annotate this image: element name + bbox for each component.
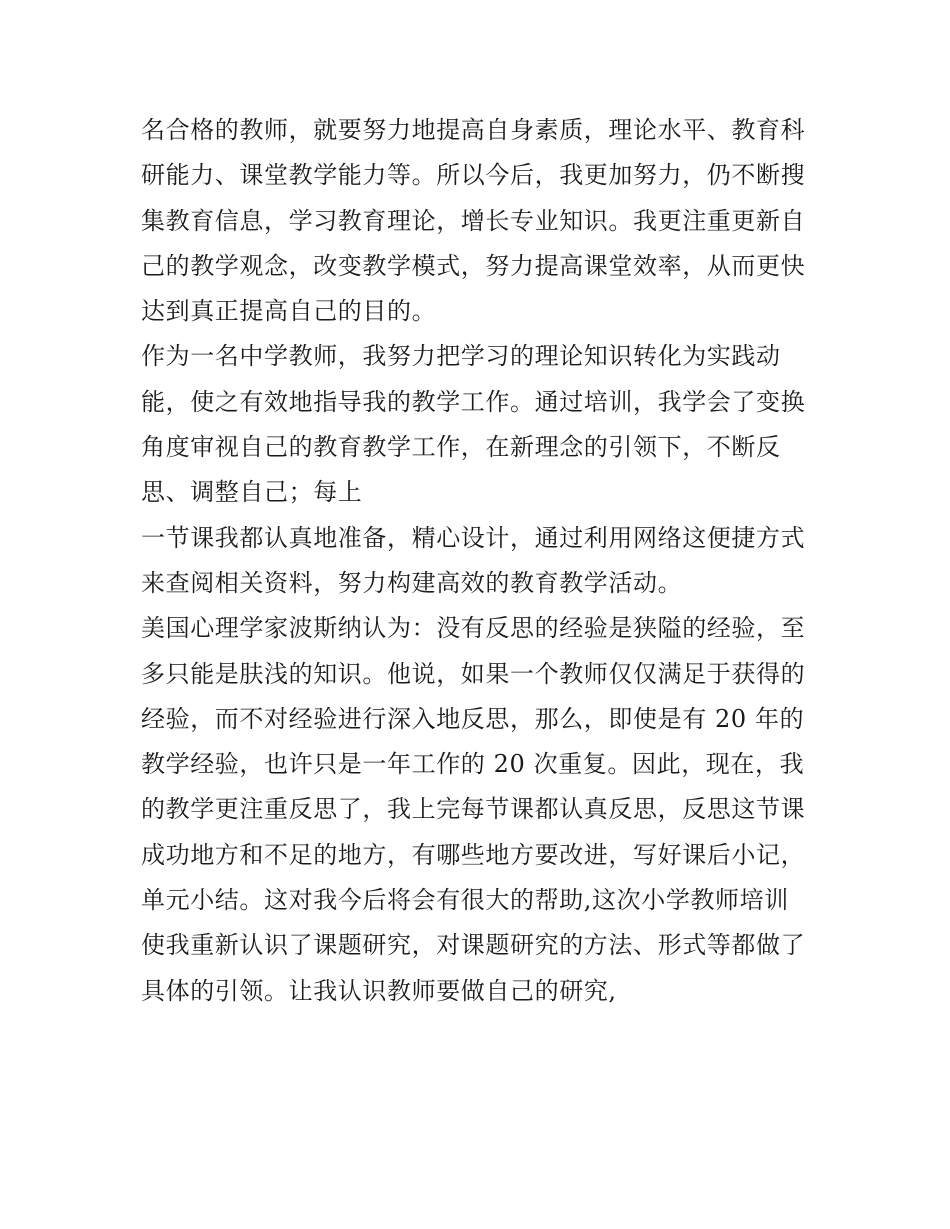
text-line: 达到真正提高自己的目的。 — [141, 297, 437, 326]
body-text — [141, 108, 821, 1014]
text-line: 名合格的教师，就要努力地提高自身素质，理论水平、教育科 — [141, 116, 806, 144]
text-line: 己的教学观念，改变教学模式，努力提高课堂效率，从而更快 — [141, 251, 806, 280]
text-line: 能，使之有效地指导我的教学工作。通过培训，我学会了变换 — [141, 387, 806, 416]
text-line: 具体的引领。让我认识教师要做自己的研究, — [141, 976, 617, 1005]
text-line: 研能力、课堂教学能力等。所以今后，我更加努力，仍不断搜 — [141, 161, 806, 190]
text-line: 多只能是肤浅的知识。他说，如果一个教师仅仅满足于获得的 — [141, 659, 806, 688]
text-line: 来查阅相关资料，努力构建高效的教育教学活动。 — [141, 568, 683, 597]
text-line: 角度审视自己的教育教学工作，在新理念的引领下，不断反 — [141, 433, 781, 462]
text-line: 作为一名中学教师，我努力把学习的理论知识转化为实践动 — [141, 342, 781, 371]
text-line: 思、调整自己；每上 — [141, 478, 363, 507]
text-line: 教学经验，也许只是一年工作的 20 次重复。因此，现在，我 — [141, 750, 805, 779]
text-line: 成功地方和不足的地方，有哪些地方要改进，写好课后小记， — [141, 840, 806, 869]
text-line: 的教学更注重反思了，我上完每节课都认真反思，反思这节课 — [141, 795, 806, 824]
text-line: 单元小结。这对我今后将会有很大的帮助,这次小学教师培训 — [141, 886, 789, 915]
text-line: 美国心理学家波斯纳认为：没有反思的经验是狭隘的经验，至 — [141, 614, 806, 643]
text-line: 使我重新认识了课题研究，对课题研究的方法、形式等都做了 — [141, 931, 806, 960]
text-line: 一节课我都认真地准备，精心设计，通过利用网络这便捷方式 — [141, 523, 806, 552]
text-line: 集教育信息，学习教育理论，增长专业知识。我更注重更新自 — [141, 206, 806, 235]
text-line: 经验，而不对经验进行深入地反思，那么，即使是有 20 年的 — [141, 704, 805, 733]
